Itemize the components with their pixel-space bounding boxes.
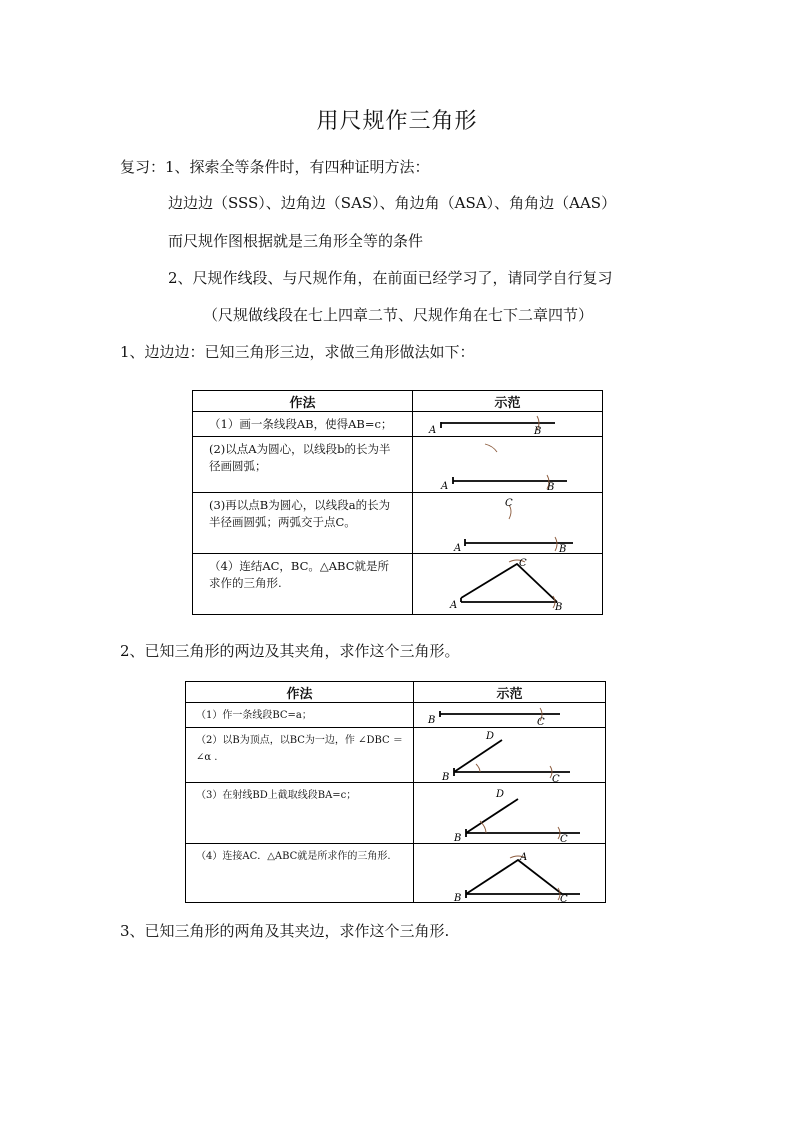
arc-from-a-figure	[413, 437, 603, 492]
table-row	[193, 412, 603, 437]
segment-ab-figure	[413, 412, 603, 436]
point-c-label: C	[552, 774, 560, 782]
section3-heading: 3、已知三角形的两角及其夹边，求作这个三角形.	[120, 922, 450, 940]
step-figure	[414, 844, 606, 903]
sss-steps-table	[192, 390, 603, 615]
step-text: (3)再以点B为圆心，以线段a的长为半径画圆弧；两弧交于点C。	[193, 493, 413, 554]
point-b-label: B	[547, 482, 555, 492]
point-a-label: A	[429, 425, 437, 436]
step-figure	[414, 703, 606, 728]
step-figure	[413, 554, 603, 615]
point-a-label: A	[450, 600, 458, 611]
point-c-label: C	[505, 498, 513, 509]
section1-heading: 1、边边边：已知三角形三边，求做三角形做法如下：	[120, 343, 475, 361]
point-a-label: A	[520, 852, 528, 863]
triangle-abc	[466, 860, 580, 898]
section2-heading: 2、已知三角形的两边及其夹角，求作这个三角形。	[120, 642, 460, 660]
point-b-label: B	[555, 602, 563, 613]
step-text: （4）连接AC．△ABC就是所求作的三角形.	[186, 844, 414, 903]
point-b-label: B	[559, 544, 567, 553]
review-line-4: 2、尺规作线段、与尺规作角，在前面已经学习了，请同学自行复习	[168, 269, 613, 287]
table-row	[186, 728, 606, 783]
point-d-label: D	[486, 731, 495, 742]
column-header-method: 作法	[186, 682, 414, 703]
point-c-label: C	[560, 894, 568, 902]
step-figure	[413, 493, 603, 554]
triangle-abc	[461, 564, 557, 602]
table-row	[193, 554, 603, 615]
table-row	[186, 703, 606, 728]
sas-steps-table	[185, 681, 606, 903]
arcs-intersect-figure	[413, 493, 603, 553]
point-b-label: B	[534, 426, 542, 436]
column-header-method: 作法	[193, 391, 413, 412]
point-c-label: C	[537, 717, 545, 727]
step-figure	[414, 783, 606, 844]
point-a-label: A	[441, 481, 449, 492]
step-figure	[413, 412, 603, 437]
point-a-label: A	[454, 543, 462, 553]
review-line-1: 复习：1、探索全等条件时，有四种证明方法：	[120, 158, 430, 176]
table-row	[186, 783, 606, 844]
table-row	[193, 437, 603, 493]
point-b-label: B	[454, 833, 462, 843]
step-text: （3）在射线BD上截取线段BA=c；	[186, 783, 414, 844]
point-b-label: B	[442, 772, 450, 782]
triangle-abc-figure	[414, 844, 606, 902]
point-b-label: B	[454, 893, 462, 902]
step-text: (2)以点A为圆心，以线段b的长为半径画圆弧；	[193, 437, 413, 493]
table-header-row	[186, 682, 606, 703]
step-figure	[413, 437, 603, 493]
segment-bc-figure	[414, 703, 606, 727]
table-row	[186, 844, 606, 903]
triangle-abc-figure	[413, 554, 603, 614]
ray-bd-figure	[414, 783, 606, 843]
review-line-2: 边边边（SSS）、边角边（SAS）、角边角（ASA）、角角边（AAS）	[168, 194, 617, 212]
angle-dbc	[454, 740, 570, 776]
step-text: （1）作一条线段BC=a；	[186, 703, 414, 728]
page-title: 用尺规作三角形	[316, 109, 478, 134]
step-text: （4）连结AC，BC。△ABC就是所求作的三角形.	[193, 554, 413, 615]
step-text: （1）画一条线段AB，使得AB=c；	[193, 412, 413, 437]
point-c-label: C	[560, 834, 568, 843]
angle-dbc-figure	[414, 728, 606, 782]
table-row	[193, 493, 603, 554]
review-line-5: （尺规做线段在七上四章二节、尺规作角在七下二章四节）	[203, 306, 594, 324]
arc-mark	[476, 764, 480, 772]
column-header-demo: 示范	[413, 391, 603, 412]
arc-mark	[485, 444, 497, 452]
ray-bd	[466, 799, 580, 837]
table-header-row	[193, 391, 603, 412]
arc-mark	[555, 537, 557, 551]
column-header-demo: 示范	[414, 682, 606, 703]
point-c-label: C	[519, 558, 527, 569]
review-line-3: 而尺规作图根据就是三角形全等的条件	[168, 232, 424, 250]
step-text: （2）以B为顶点，以BC为一边，作 ∠DBC ＝∠α .	[186, 728, 414, 783]
point-b-label: B	[428, 715, 436, 726]
point-d-label: D	[496, 789, 505, 800]
step-figure	[414, 728, 606, 783]
